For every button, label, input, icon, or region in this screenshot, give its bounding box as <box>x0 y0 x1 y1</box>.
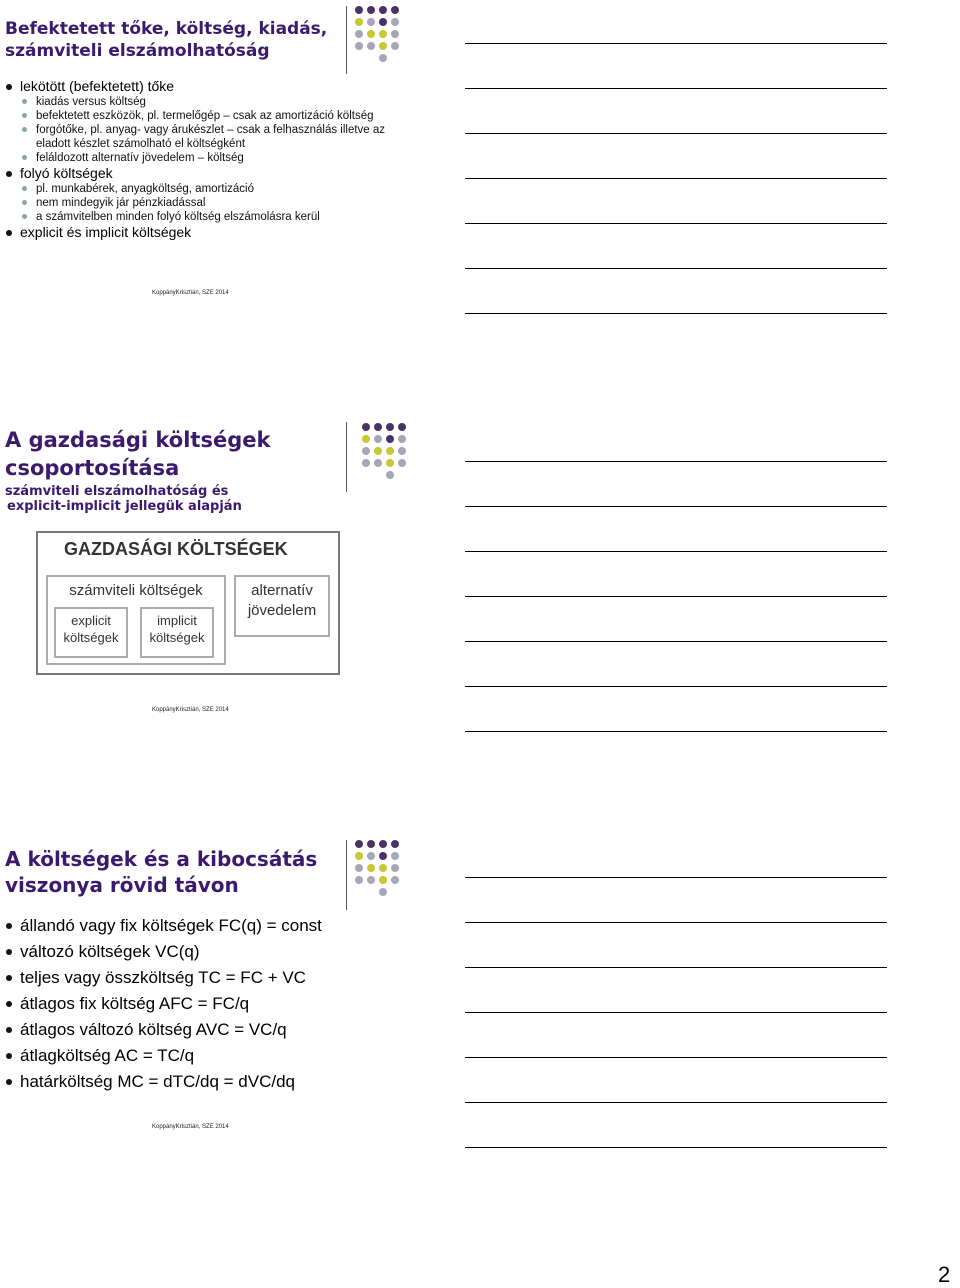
divider-line <box>346 422 347 492</box>
note-lines <box>465 461 887 776</box>
accounting-costs-box: számviteli költségek <box>46 575 226 665</box>
decorative-dot <box>379 888 387 896</box>
decorative-dot <box>355 6 363 14</box>
decorative-dot <box>379 6 387 14</box>
decorative-dot <box>386 471 394 479</box>
decorative-dot <box>374 459 382 467</box>
list-item: befektetett eszközök, pl. termelőgép – csak az amortizáció költség <box>4 109 394 123</box>
decorative-dot <box>379 876 387 884</box>
decorative-dot <box>391 42 399 50</box>
decorative-dot <box>355 876 363 884</box>
list-item: átlagos változó költség AVC = VC/q <box>4 1017 394 1043</box>
divider-line <box>346 6 347 74</box>
decorative-dot <box>391 888 399 896</box>
decorative-dot <box>367 6 375 14</box>
decorative-dot <box>355 888 363 896</box>
decorative-dot <box>367 54 375 62</box>
dot-pattern <box>362 423 406 479</box>
decorative-dot <box>379 840 387 848</box>
note-lines <box>465 877 887 1192</box>
decorative-dot <box>391 54 399 62</box>
decorative-dot <box>374 423 382 431</box>
page-number: 2 <box>938 1262 951 1287</box>
decorative-dot <box>386 435 394 443</box>
implicit-costs-box: implicit költségek <box>140 607 214 658</box>
decorative-dot <box>386 447 394 455</box>
diagram-title: GAZDASÁGI KÖLTSÉGEK <box>64 539 288 559</box>
decorative-dot <box>398 471 406 479</box>
list-item: állandó vagy fix költségek FC(q) = const <box>4 913 394 939</box>
slide-footer: KoppányKrisztián, SZE 2014 <box>152 290 229 296</box>
decorative-dot <box>355 840 363 848</box>
decorative-dot <box>355 54 363 62</box>
decorative-dot <box>367 852 375 860</box>
divider-line <box>346 840 347 910</box>
decorative-dot <box>355 852 363 860</box>
decorative-dot <box>367 18 375 26</box>
list-item: pl. munkabérek, anyagköltség, amortizáció <box>4 182 394 196</box>
list-item: explicit és implicit költségek <box>4 224 394 241</box>
decorative-dot <box>379 42 387 50</box>
decorative-dot <box>391 864 399 872</box>
list-item: határköltség MC = dTC/dq = dVC/dq <box>4 1069 394 1095</box>
decorative-dot <box>355 864 363 872</box>
slide-2-subtitle: számviteli elszámolhatóság és explicit-implicit jellegük alapján <box>5 484 242 514</box>
decorative-dot <box>386 423 394 431</box>
decorative-dot <box>391 30 399 38</box>
decorative-dot <box>379 852 387 860</box>
decorative-dot <box>367 864 375 872</box>
list-item: átlagos fix költség AFC = FC/q <box>4 991 394 1017</box>
decorative-dot <box>391 840 399 848</box>
decorative-dot <box>355 30 363 38</box>
decorative-dot <box>367 888 375 896</box>
decorative-dot <box>398 423 406 431</box>
slide-2-title: A gazdasági költségek csoportosítása <box>5 428 271 480</box>
decorative-dot <box>362 435 370 443</box>
decorative-dot <box>391 876 399 884</box>
decorative-dot <box>362 471 370 479</box>
dot-pattern <box>355 840 399 896</box>
decorative-dot <box>362 447 370 455</box>
explicit-costs-box: explicit költségek <box>54 607 128 658</box>
list-item: kiadás versus költség <box>4 95 394 109</box>
decorative-dot <box>367 30 375 38</box>
decorative-dot <box>379 18 387 26</box>
decorative-dot <box>386 459 394 467</box>
decorative-dot <box>362 459 370 467</box>
list-item: forgótőke, pl. anyag- vagy árukészlet – csak a felhasználás illetve az eladott készlet számolható el költségként <box>4 123 394 151</box>
list-item: a számvitelben minden folyó költség elszámolásra kerül <box>4 210 394 224</box>
list-item: feláldozott alternatív jövedelem – költség <box>4 151 394 165</box>
slide-1-bullets <box>4 78 394 241</box>
decorative-dot <box>379 864 387 872</box>
decorative-dot <box>362 423 370 431</box>
dot-pattern <box>355 6 399 62</box>
decorative-dot <box>374 435 382 443</box>
decorative-dot <box>374 447 382 455</box>
decorative-dot <box>367 840 375 848</box>
decorative-dot <box>374 471 382 479</box>
list-item: változó költségek VC(q) <box>4 939 394 965</box>
decorative-dot <box>367 42 375 50</box>
slide-3-bullets <box>4 913 394 1095</box>
decorative-dot <box>379 30 387 38</box>
slide-3-title: A költségek és a kibocsátás viszonya rövid távon <box>5 847 318 897</box>
list-item: lekötött (befektetett) tőke <box>4 78 394 95</box>
list-item: folyó költségek <box>4 165 394 182</box>
decorative-dot <box>367 876 375 884</box>
slide-footer: KoppányKrisztián, SZE 2014 <box>152 707 229 713</box>
decorative-dot <box>398 459 406 467</box>
decorative-dot <box>391 852 399 860</box>
decorative-dot <box>391 6 399 14</box>
decorative-dot <box>379 54 387 62</box>
note-lines <box>465 43 887 358</box>
slide-1-title: Befektetett tőke, költség, kiadás, számviteli elszámolhatóság <box>5 19 328 61</box>
slide-footer: KoppányKrisztián, SZE 2014 <box>152 1124 229 1130</box>
cost-classification-diagram <box>36 531 340 675</box>
decorative-dot <box>398 447 406 455</box>
decorative-dot <box>398 435 406 443</box>
list-item: nem mindegyik jár pénzkiadással <box>4 196 394 210</box>
list-item: átlagköltség AC = TC/q <box>4 1043 394 1069</box>
list-item: teljes vagy összköltség TC = FC + VC <box>4 965 394 991</box>
decorative-dot <box>355 18 363 26</box>
decorative-dot <box>355 42 363 50</box>
decorative-dot <box>391 18 399 26</box>
alternative-income-box: alternatív jövedelem <box>234 575 330 637</box>
